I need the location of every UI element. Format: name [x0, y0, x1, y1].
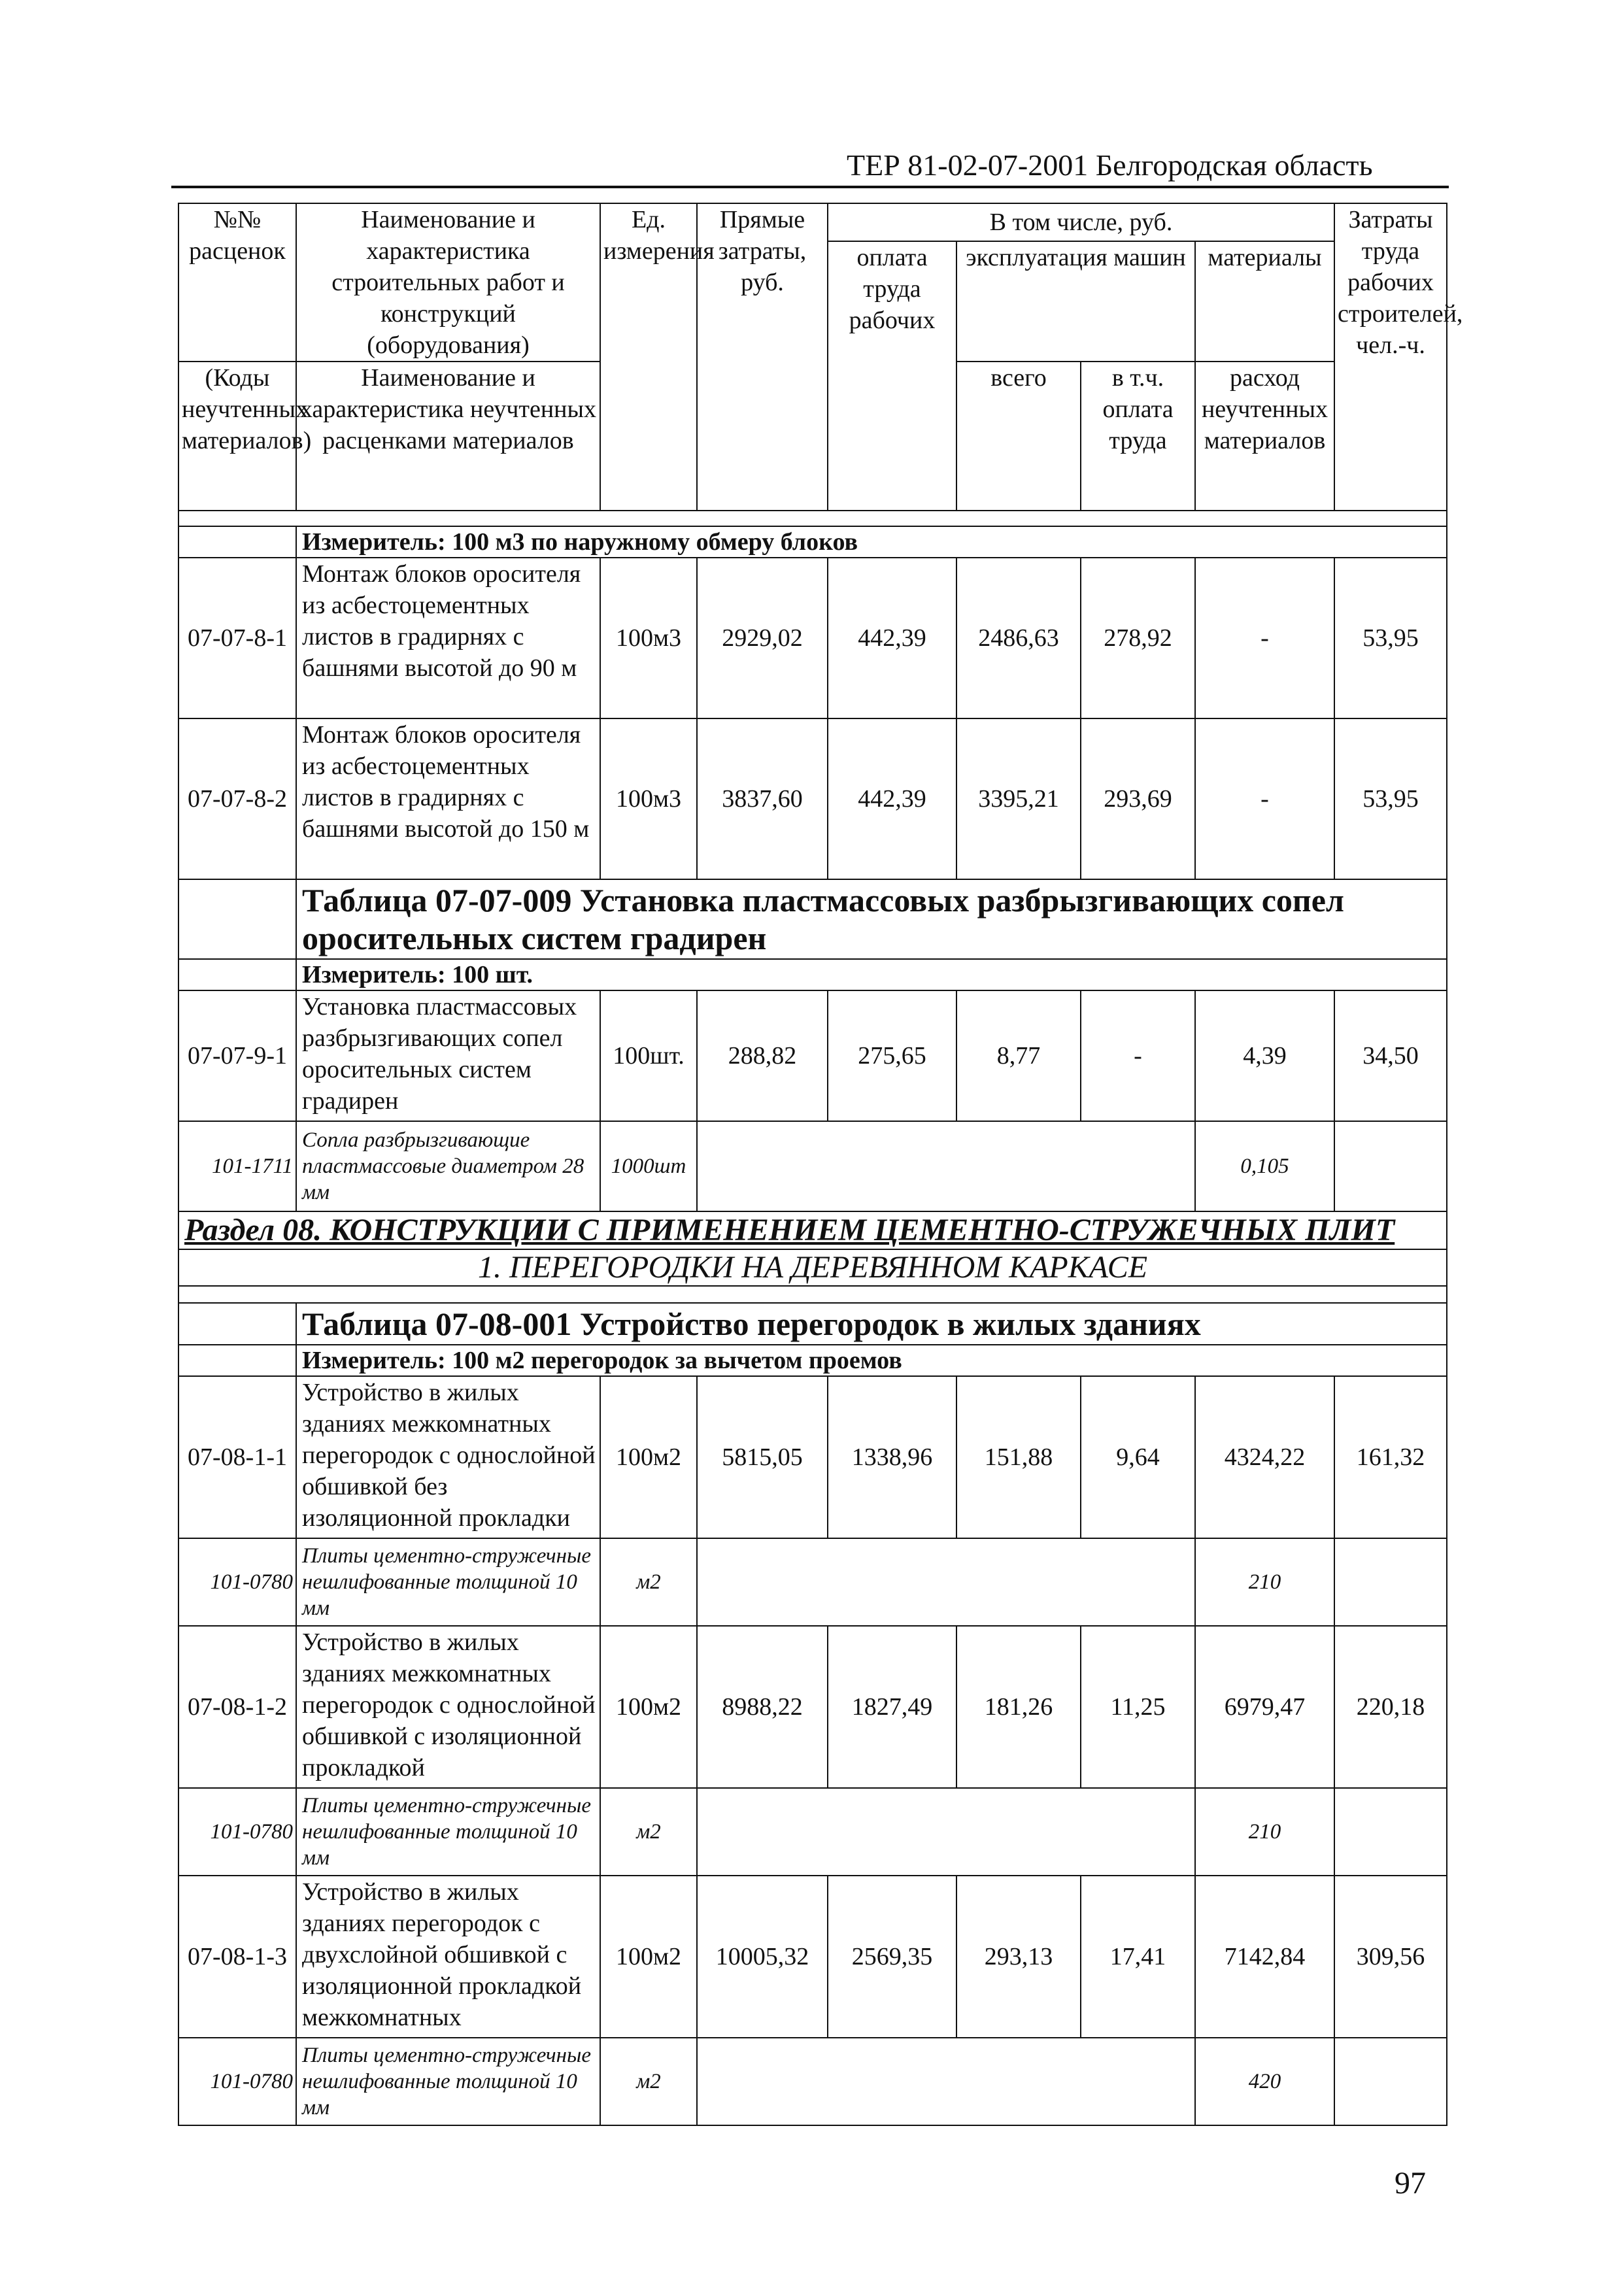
rate-unit: 100м2: [600, 1376, 697, 1538]
rate-machines: 8,77: [956, 990, 1081, 1121]
col-code-header: №№ расценок: [178, 203, 296, 362]
rate-labor-pay: 442,39: [828, 718, 956, 879]
rate-row: [178, 718, 1447, 879]
table-title-row: [178, 879, 1447, 959]
material-unit: 1000шт: [600, 1121, 697, 1211]
material-name: Плиты цементно-стружечные нешлифованные толщиной 10 мм: [296, 1538, 600, 1626]
rate-machines: 3395,21: [956, 718, 1081, 879]
rate-code: 07-08-1-1: [178, 1376, 296, 1538]
rate-machines-pay: 17,41: [1081, 1876, 1195, 2038]
measure-row: [178, 959, 1447, 990]
rate-unit: 100м2: [600, 1626, 697, 1788]
material-unit: м2: [600, 2038, 697, 2125]
table-title: Таблица 07-08-001 Устройство перегородок в жилых зданиях: [296, 1303, 1447, 1345]
rate-labor: 309,56: [1334, 1876, 1447, 2038]
rate-materials: -: [1195, 558, 1334, 718]
header-row-1: [178, 203, 1447, 241]
col-labor-header: Затраты труда рабочих строителей, чел.-ч.: [1334, 203, 1447, 511]
rate-direct: 2929,02: [697, 558, 828, 718]
material-name: Плиты цементно-стружечные нешлифованные толщиной 10 мм: [296, 1788, 600, 1876]
col-machines-total-header: всего: [956, 362, 1081, 511]
col-unit-header: Ед. измерения: [600, 203, 697, 511]
material-name: Сопла разбрызгивающие пластмассовые диаметром 28 мм: [296, 1121, 600, 1211]
measure-row: [178, 526, 1447, 558]
measure-label: Измеритель: 100 шт.: [296, 959, 1447, 990]
material-code: 101-0780: [178, 1538, 296, 1626]
rate-materials: 4,39: [1195, 990, 1334, 1121]
rate-machines: 151,88: [956, 1376, 1081, 1538]
col-machines-pay-header: в т.ч. оплата труда: [1081, 362, 1195, 511]
rate-materials: 4324,22: [1195, 1376, 1334, 1538]
material-row: [178, 1538, 1447, 1626]
material-qty: 0,105: [1195, 1121, 1334, 1211]
table-title: Таблица 07-07-009 Установка пластмассовых разбрызгивающих сопел оросительных систем градирен: [296, 879, 1447, 959]
rate-name: Устройство в жилых зданиях межкомнатных перегородок с однослойной обшивкой с изоляционной прокладкой: [296, 1626, 600, 1788]
rate-row: [178, 1876, 1447, 2038]
col-labor-pay-header: оплата труда рабочих: [828, 241, 956, 511]
col-name-header: Наименование и характеристика строительных работ и конструкций (оборудования): [296, 203, 600, 362]
material-row: [178, 1121, 1447, 1211]
rate-labor: 161,32: [1334, 1376, 1447, 1538]
rate-machines-pay: 11,25: [1081, 1626, 1195, 1788]
rate-direct: 10005,32: [697, 1876, 828, 2038]
rate-row: [178, 990, 1447, 1121]
material-unit: м2: [600, 1538, 697, 1626]
material-code: 101-0780: [178, 1788, 296, 1876]
measure-row: [178, 1345, 1447, 1376]
rate-unit: 100шт.: [600, 990, 697, 1121]
col-incl-header: В том числе, руб.: [828, 203, 1334, 241]
rate-labor-pay: 442,39: [828, 558, 956, 718]
rate-labor: 53,95: [1334, 558, 1447, 718]
rate-labor: 220,18: [1334, 1626, 1447, 1788]
header-rule: [171, 186, 1449, 188]
material-code: 101-1711: [178, 1121, 296, 1211]
rates-table: [178, 203, 1463, 2126]
material-row: [178, 1788, 1447, 1876]
rate-machines: 181,26: [956, 1626, 1081, 1788]
col-direct-header: Прямые затраты, руб.: [697, 203, 828, 511]
rate-direct: 3837,60: [697, 718, 828, 879]
rate-row: [178, 558, 1447, 718]
rate-machines-pay: 278,92: [1081, 558, 1195, 718]
rate-code: 07-07-8-2: [178, 718, 296, 879]
rate-row: [178, 1626, 1447, 1788]
rate-labor-pay: 275,65: [828, 990, 956, 1121]
spacer-row: [178, 1286, 1447, 1303]
rate-name: Монтаж блоков оросителя из асбестоцементных листов в градирнях с башнями высотой до 90 м: [296, 558, 600, 718]
material-qty: 210: [1195, 1538, 1334, 1626]
rate-code: 07-08-1-3: [178, 1876, 296, 2038]
rate-materials: 7142,84: [1195, 1876, 1334, 2038]
rate-code: 07-08-1-2: [178, 1626, 296, 1788]
measure-label: Измеритель: 100 м2 перегородок за вычетом проемов: [296, 1345, 1447, 1376]
rate-name: Устройство в жилых зданиях межкомнатных перегородок с однослойной обшивкой без изоляционной прокладки: [296, 1376, 600, 1538]
rate-machines: 2486,63: [956, 558, 1081, 718]
section-row: [178, 1211, 1447, 1249]
rate-labor-pay: 1827,49: [828, 1626, 956, 1788]
subsection-row: [178, 1249, 1447, 1286]
subsection-title: 1. ПЕРЕГОРОДКИ НА ДЕРЕВЯННОМ КАРКАСЕ: [178, 1249, 1447, 1286]
col-materials-header: материалы: [1195, 241, 1334, 362]
rate-code: 07-07-9-1: [178, 990, 296, 1121]
rate-labor-pay: 1338,96: [828, 1376, 956, 1538]
rate-name: Монтаж блоков оросителя из асбестоцементных листов в градирнях с башнями высотой до 150 м: [296, 718, 600, 879]
rate-code: 07-07-8-1: [178, 558, 296, 718]
material-unit: м2: [600, 1788, 697, 1876]
section-title: Раздел 08. КОНСТРУКЦИИ С ПРИМЕНЕНИЕМ ЦЕМЕНТНО-СТРУЖЕЧНЫХ ПЛИТ: [178, 1211, 1447, 1249]
rate-labor: 53,95: [1334, 718, 1447, 879]
rate-machines-pay: 293,69: [1081, 718, 1195, 879]
material-qty: 210: [1195, 1788, 1334, 1876]
page-header: ТЕР 81-02-07-2001 Белгородская область: [847, 148, 1373, 182]
rate-direct: 5815,05: [697, 1376, 828, 1538]
rate-machines-pay: -: [1081, 990, 1195, 1121]
rate-machines-pay: 9,64: [1081, 1376, 1195, 1538]
rate-row: [178, 1376, 1447, 1538]
rate-materials: -: [1195, 718, 1334, 879]
measure-label: Измеритель: 100 м3 по наружному обмеру блоков: [296, 526, 1447, 558]
col-materials-unaccounted-header: расход неучтенных материалов: [1195, 362, 1334, 511]
spacer-row: [178, 511, 1447, 526]
col-code2-header: (Коды неучтенных материалов): [178, 362, 296, 511]
material-qty: 420: [1195, 2038, 1334, 2125]
rate-name: Установка пластмассовых разбрызгивающих сопел оросительных систем градирен: [296, 990, 600, 1121]
rate-unit: 100м3: [600, 558, 697, 718]
rate-unit: 100м2: [600, 1876, 697, 2038]
material-name: Плиты цементно-стружечные нешлифованные толщиной 10 мм: [296, 2038, 600, 2125]
rate-materials: 6979,47: [1195, 1626, 1334, 1788]
rate-unit: 100м3: [600, 718, 697, 879]
table-title-row: [178, 1303, 1447, 1345]
col-name2-header: Наименование и характеристика неучтенных расценками материалов: [296, 362, 600, 511]
rate-labor: 34,50: [1334, 990, 1447, 1121]
material-row: [178, 2038, 1447, 2125]
rate-name: Устройство в жилых зданиях перегородок с двухслойной обшивкой с изоляционной прокладкой межкомнатных: [296, 1876, 600, 2038]
rate-labor-pay: 2569,35: [828, 1876, 956, 2038]
rate-direct: 288,82: [697, 990, 828, 1121]
rate-machines: 293,13: [956, 1876, 1081, 2038]
page-number: 97: [1395, 2166, 1426, 2201]
rate-direct: 8988,22: [697, 1626, 828, 1788]
material-code: 101-0780: [178, 2038, 296, 2125]
col-machines-header: эксплуатация машин: [956, 241, 1195, 362]
